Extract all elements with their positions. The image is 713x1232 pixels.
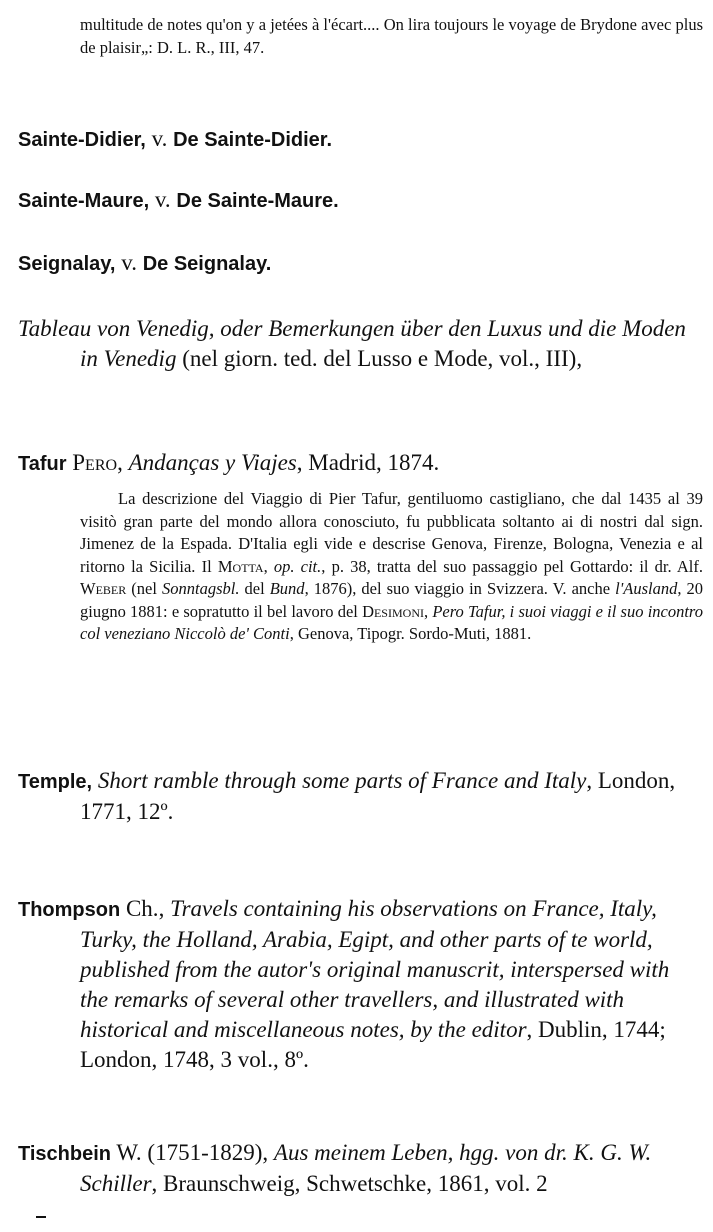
entry-end: ),	[568, 346, 583, 371]
entry-temple	[0, 766, 713, 827]
note-name-desimoni: Desimoni	[362, 601, 424, 621]
entry-title: Andanças y Viajes	[128, 450, 297, 475]
note-name-weber: Weber	[80, 579, 127, 598]
entry-head: Thompson	[18, 899, 121, 921]
entry-sainte-maure	[0, 185, 713, 216]
note-text-4: (nel	[126, 579, 162, 598]
note-text-1: La descrizione del Viaggio di Pier Tafur, gentiluomo castigliano, che dal 1435 al 39 visitò gran parte del mondo allora conosciuto, fu pubblicata soltanto ai di nostri dal sign. Jimenez de la Espada. D'Italia egli vide e descrise Genova, Firenze, Bologna, Venezia e al ritorno la Sicilia. Il	[80, 489, 703, 576]
entry-sainte-didier	[0, 124, 713, 155]
entry-tischbein	[0, 1138, 713, 1199]
entry-separator: ,	[158, 896, 171, 921]
entry-cross-reference: De Sainte-Maure.	[176, 190, 339, 212]
entry-sainte-didier-line	[0, 124, 713, 155]
entry-title: Aus meinem Leben, hgg. von dr. K. G. W. Schiller	[80, 1140, 652, 1196]
entry-head: Temple,	[18, 771, 93, 793]
entry-head: Seignalay,	[18, 253, 116, 275]
entry-tableau-text	[0, 314, 713, 374]
entry-thompson	[0, 894, 713, 1075]
entry-head: Tischbein	[18, 1143, 111, 1165]
entry-head: Sainte-Maure,	[18, 190, 150, 212]
entry-temple-text	[0, 766, 713, 827]
note-ausland: l'Ausland	[615, 579, 678, 598]
entry-see: v.	[145, 126, 174, 151]
entry-thompson-text	[0, 894, 713, 1075]
entry-head: Sainte-Didier,	[18, 129, 146, 151]
note-text-8: ,	[423, 601, 433, 621]
entry-author: Pero	[66, 450, 118, 475]
entry-title: Short ramble through some parts of France and Italy	[97, 768, 587, 793]
entry-separator: ,	[117, 450, 129, 475]
entry-tafur-note	[0, 488, 713, 646]
entry-see: v.	[149, 187, 177, 212]
note-name-motta: Motta	[217, 556, 264, 576]
entry-title: Travels containing his observations on France, Italy, Turky, the Holland, Arabia, Egipt, and other parts of te world, published from the autor's original manuscrit, interspersed with the remarks of several other travellers, and illustrated with historical and miscellaneous notes, by the editor	[80, 896, 670, 1042]
entry-publication: , Madrid, 1874.	[296, 450, 440, 475]
entry-title: Tableau von Venedig, oder Bemerkungen über den Luxus und die Moden in Venedig	[18, 316, 686, 371]
note-op-cit: op. cit.	[273, 556, 322, 576]
note-text-7: , 20 giugno 1881: e sopratutto il bel lavoro del	[80, 579, 703, 621]
entry-tafur	[0, 448, 713, 646]
entry-publication: , Dublin, 1744; London, 1748, 3 vol., 8º.	[80, 1017, 666, 1072]
margin-dash	[36, 1216, 46, 1218]
entry-see: v.	[115, 250, 143, 275]
entry-tableau	[0, 314, 713, 374]
note-text-9: , Genova, Tipogr. Sordo-Muti, 1881.	[289, 624, 532, 643]
entry-sainte-maure-line	[0, 185, 713, 216]
entry-publication: (nel giorn. ted. del Lusso e Mode, vol.,	[176, 346, 546, 371]
entry-author: W. (1751-1829),	[111, 1140, 274, 1165]
entry-cross-reference: De Seignalay.	[142, 253, 272, 275]
entry-seignalay	[0, 248, 713, 279]
entry-publication: , Braunschweig, Schwetschke, 1861, vol. 2	[151, 1171, 548, 1196]
entry-publication: , London, 1771, 12º.	[80, 768, 676, 824]
note-sonntagsbl: Sonntagsbl.	[162, 579, 240, 598]
continuation-note	[0, 14, 713, 59]
entry-volume: III	[545, 346, 569, 371]
note-text-6: , 1876), del suo viaggio in Svizzera. V. anche	[304, 579, 616, 598]
note-text-3: , p. 38, tratta del suo passaggio pel Gottardo: il dr. Alf.	[321, 556, 704, 576]
entry-tischbein-text	[0, 1138, 713, 1199]
note-text-2: ,	[263, 556, 274, 576]
entry-seignalay-line	[0, 248, 713, 279]
note-pero-title: Pero Tafur, i suoi viaggi e il suo incontro col veneziano Niccolò de' Conti	[80, 601, 703, 643]
entry-head: Tafur	[18, 453, 67, 475]
entry-cross-reference: De Sainte-Didier.	[173, 129, 333, 151]
continuation-text: multitude de notes qu'on y a jetées à l'écart.... On lira toujours le voyage de Brydone avec plus de plaisir„: D. L. R., III, 47.	[80, 15, 703, 57]
note-text-5: del	[239, 579, 270, 598]
entry-tafur-line	[0, 448, 713, 479]
note-bund: Bund	[269, 579, 305, 598]
entry-author: Ch.	[120, 896, 159, 921]
